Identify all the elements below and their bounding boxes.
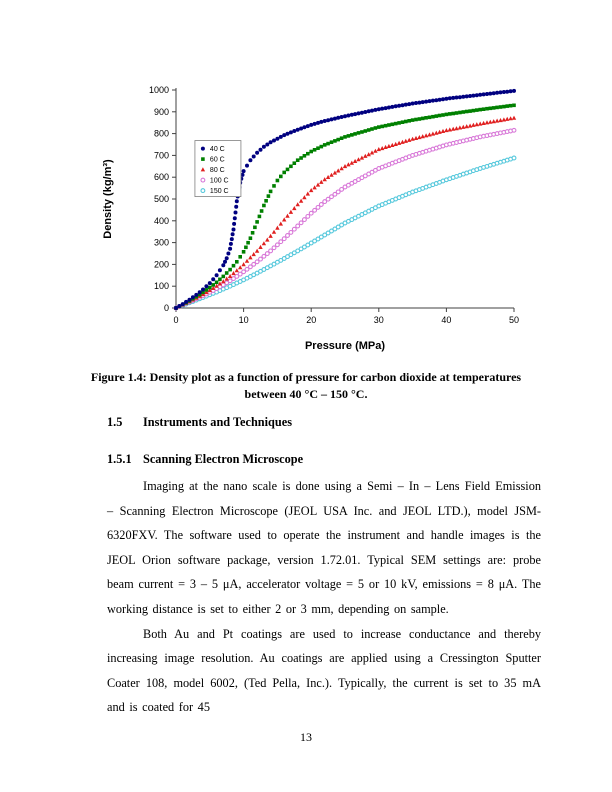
- svg-text:150 C: 150 C: [209, 188, 229, 196]
- paragraph-sem-description: Imaging at the nano scale is done using a Semi – In – Lens Field Emission – Scanning Electron Microscope (JEOL USA Inc. and JEOL LTD.), model JSM-6320FXV. The software used to operate the instrument and handle images is the JEOL Orion software package, version 1.72.01. Typical SEM settings are: probe beam current = 3 – 5 μA, accelerator voltage = 5 or 10 kV, emissions = 8 μA. The working distance is set to either 2 or 3 mm, depending on sample.: [107, 479, 541, 616]
- svg-text:0: 0: [173, 315, 179, 325]
- svg-text:0: 0: [163, 303, 169, 313]
- svg-text:800: 800: [153, 128, 169, 139]
- svg-text:60 C: 60 C: [209, 156, 225, 164]
- subsection-title: Scanning Electron Microscope: [143, 452, 304, 466]
- svg-text:Pressure (MPa): Pressure (MPa): [304, 340, 386, 352]
- svg-text:600: 600: [153, 172, 169, 183]
- svg-text:40: 40: [441, 315, 452, 325]
- svg-text:200: 200: [153, 259, 169, 270]
- figure-caption-line-1: Figure 1.4: Density plot as a function of pressure for carbon dioxide at temperatures: [90, 370, 522, 384]
- svg-text:40 C: 40 C: [209, 146, 225, 154]
- svg-text:300: 300: [153, 237, 169, 248]
- svg-text:30: 30: [373, 315, 384, 325]
- page-number: 13: [300, 730, 312, 744]
- svg-text:50: 50: [508, 315, 520, 325]
- density-pressure-chart: [98, 80, 534, 354]
- figure-caption: [72, 369, 540, 402]
- svg-text:100 C: 100 C: [209, 177, 229, 185]
- svg-text:1000: 1000: [148, 85, 169, 95]
- figure-1-4-chart: [98, 80, 534, 354]
- figure-caption-line-2: between 40 °C – 150 °C.: [244, 386, 368, 401]
- paragraph-coatings: Both Au and Pt coatings are used to increase conductance and thereby increasing image resolution. Au coatings are applied using a Cressington Sputter Coater 108, model 6002, (Ted Pella, Inc.). Typically, the current is set to 35 mA and is coated for 45: [107, 626, 541, 715]
- svg-text:100: 100: [153, 281, 169, 292]
- svg-text:700: 700: [153, 150, 169, 161]
- section-heading-1-5-1: [107, 452, 541, 467]
- svg-text:20: 20: [306, 315, 317, 325]
- section-title: Instruments and Techniques: [143, 415, 292, 429]
- svg-text:80 C: 80 C: [209, 167, 225, 175]
- subsection-number: 1.5.1: [107, 452, 132, 466]
- section-heading-1-5: [107, 415, 541, 430]
- svg-text:500: 500: [153, 194, 169, 204]
- svg-text:900: 900: [153, 106, 169, 117]
- section-number: 1.5: [107, 415, 123, 429]
- svg-text:10: 10: [238, 315, 249, 325]
- svg-text:Density (kg/m³): Density (kg/m³): [102, 159, 114, 239]
- body-text: [107, 474, 541, 720]
- svg-text:400: 400: [153, 215, 169, 226]
